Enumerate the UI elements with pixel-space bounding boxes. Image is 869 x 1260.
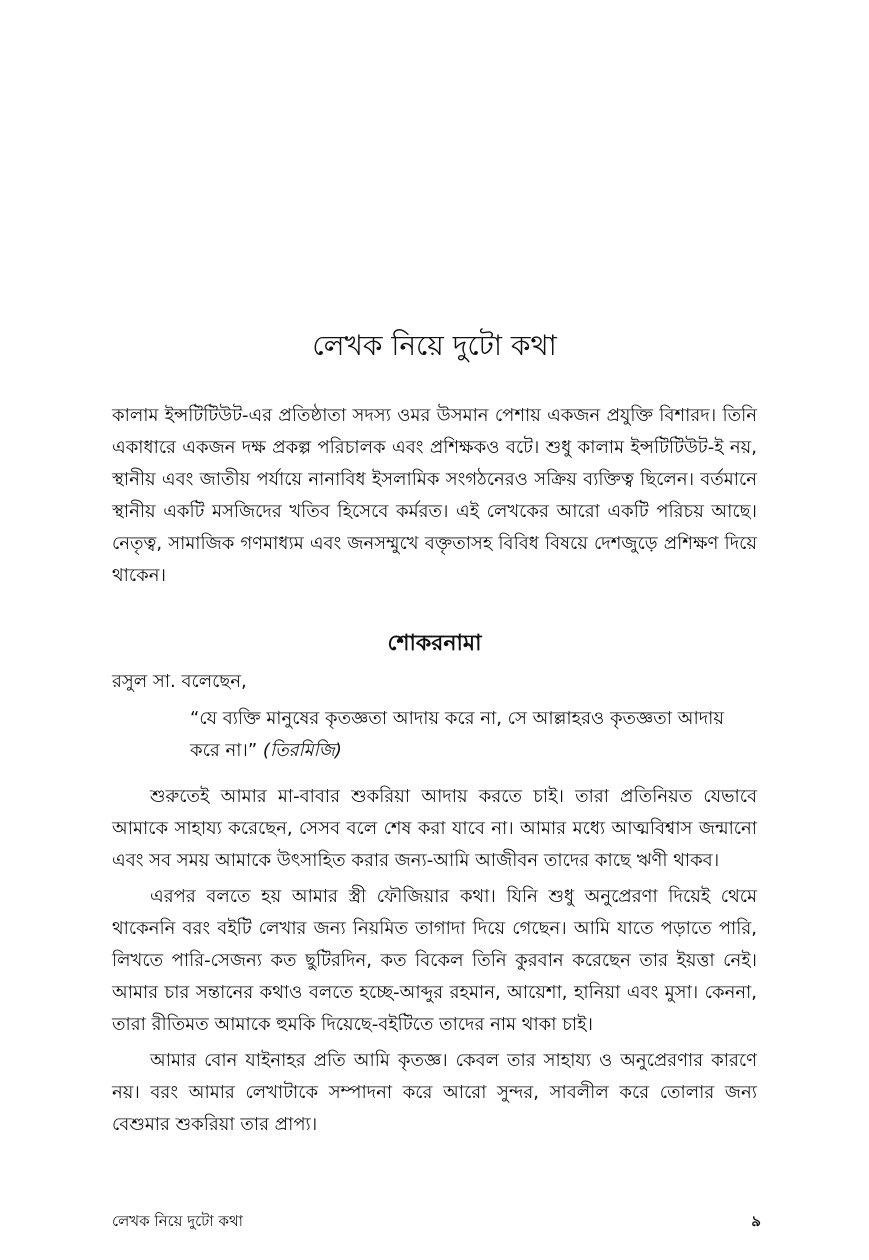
author-bio-paragraph: কালাম ইন্সটিটিউট-এর প্রতিষ্ঠাতা সদস্য ওমর উসমান পেশায় একজন প্রযুক্তি বিশারদ। তিনি একাধারে একজন দক্ষ প্রকল্প পরিচালক এবং প্রশিক্ষকও বটে। শুধু কালাম ইন্সটিটিউট-ই নয়, স্থানীয় এবং জাতীয় পর্যায়ে নানাবিধ ইসলামিক সংগঠনেরও সক্রিয় ব্যক্তিত্ব ছিলেন। বর্তমানে স্থানীয় একটি মসজিদের খতিব হিসেবে কর্মরত। এই লেখকের আরো একটি পরিচয় আছে। নেতৃত্ব, সামাজিক গণমাধ্যম এবং জনসম্মুখে বক্তৃতাসহ বিবিধ বিষয়ে দেশজুড়ে প্রশিক্ষণ দিয়ে থাকেন। (112, 405, 757, 586)
section-title: শোকরনামা (387, 631, 482, 656)
acknowledgement-section (112, 781, 757, 1145)
quote-text: “যে ব্যক্তি মানুষের কৃতজ্ঞতা আদায় করে না, সে আল্লাহরও কৃতজ্ঞতা আদায় করে না।” (190, 708, 724, 761)
quote-intro-block (112, 666, 757, 698)
hadith-quote (190, 703, 750, 767)
author-bio-section (112, 400, 757, 592)
quote-intro: রসুল সা. বলেছেন, (112, 671, 247, 692)
page-number: ৯ (751, 1212, 761, 1230)
running-footer-title: লেখক নিয়ে দুটো কথা (112, 1212, 244, 1230)
quote-source: (তিরমিজি) (262, 740, 342, 761)
acknowledgement-paragraph: আমার বোন যাইনাহর প্রতি আমি কৃতজ্ঞ। কেবল তার সাহায্য ও অনুপ্রেরণার কারণে নয়। বরং আমার লেখাটাকে সম্পাদনা করে আরো সুন্দর, সাবলীল করে তোলার জন্য বেশুমার শুকরিয়া তার প্রাপ্য। (112, 1050, 757, 1135)
acknowledgement-paragraph: এরপর বলতে হয় আমার স্ত্রী ফৌজিয়ার কথা। যিনি শুধু অনুপ্রেরণা দিয়েই থেমে থাকেননি বরং বইটি লেখার জন্য নিয়মিত তাগাদা দিয়ে গেছেন। আমি যাতে পড়াতে পারি, লিখতে পারি-সেজন্য কত ছুটিরদিন, কত বিকেল তিনি কুরবান করেছেন তার ইয়ত্তা নেই। আমার চার সন্তানের কথাও বলতে হচ্ছে-আব্দুর রহমান, আয়েশা, হানিয়া এবং মুসা। কেননা, তারা রীতিমত আমাকে হুমকি দিয়েছে-বইটিতে তাদের নাম থাকা চাই। (112, 886, 757, 1035)
acknowledgement-paragraph: শুরুতেই আমার মা-বাবার শুকরিয়া আদায় করতে চাই। তারা প্রতিনিয়ত যেভাবে আমাকে সাহায্য করেছেন, সেসব বলে শেষ করা যাবে না। আমার মধ্যে আত্মবিশ্বাস জন্মানো এবং সব সময় আমাকে উৎসাহিত করার জন্য-আমি আজীবন তাদের কাছে ঋণী থাকব। (112, 786, 757, 871)
page-title: লেখক নিয়ে দুটো কথা (312, 329, 557, 362)
